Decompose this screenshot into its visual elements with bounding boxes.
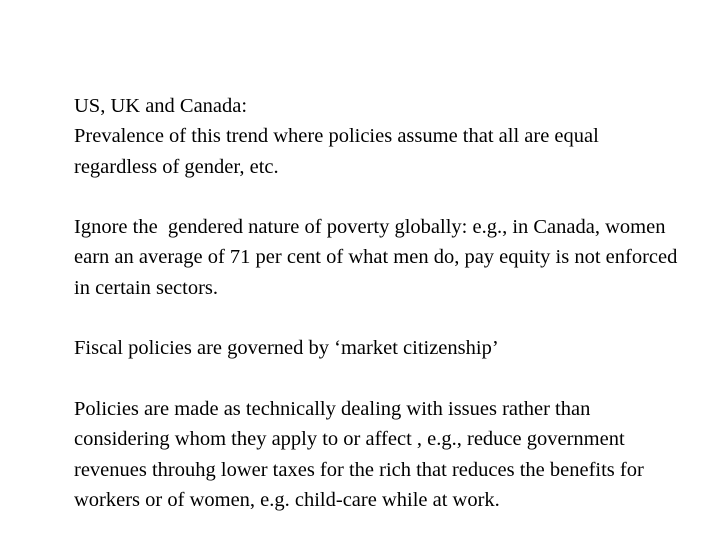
slide-body <box>74 91 684 515</box>
paragraph-us-uk-canada: US, UK and Canada: Prevalence of this trend where policies assume that all are equal regardless of gender, etc. <box>74 95 599 178</box>
paragraph-fiscal-policies: Fiscal policies are governed by ‘market citizenship’ <box>74 337 499 360</box>
paragraph-gendered-poverty: Ignore the gendered nature of poverty globally: e.g., in Canada, women earn an average of 71 per cent of what men do, pay equity is not enforced in certain sectors. <box>74 216 683 299</box>
paragraph-technical-policies: Policies are made as technically dealing with issues rather than considering whom they apply to or affect , e.g., reduce government revenues throuhg lower taxes for the rich that reduces the benefits for workers or of women, e.g. child-care while at work. <box>74 397 649 511</box>
